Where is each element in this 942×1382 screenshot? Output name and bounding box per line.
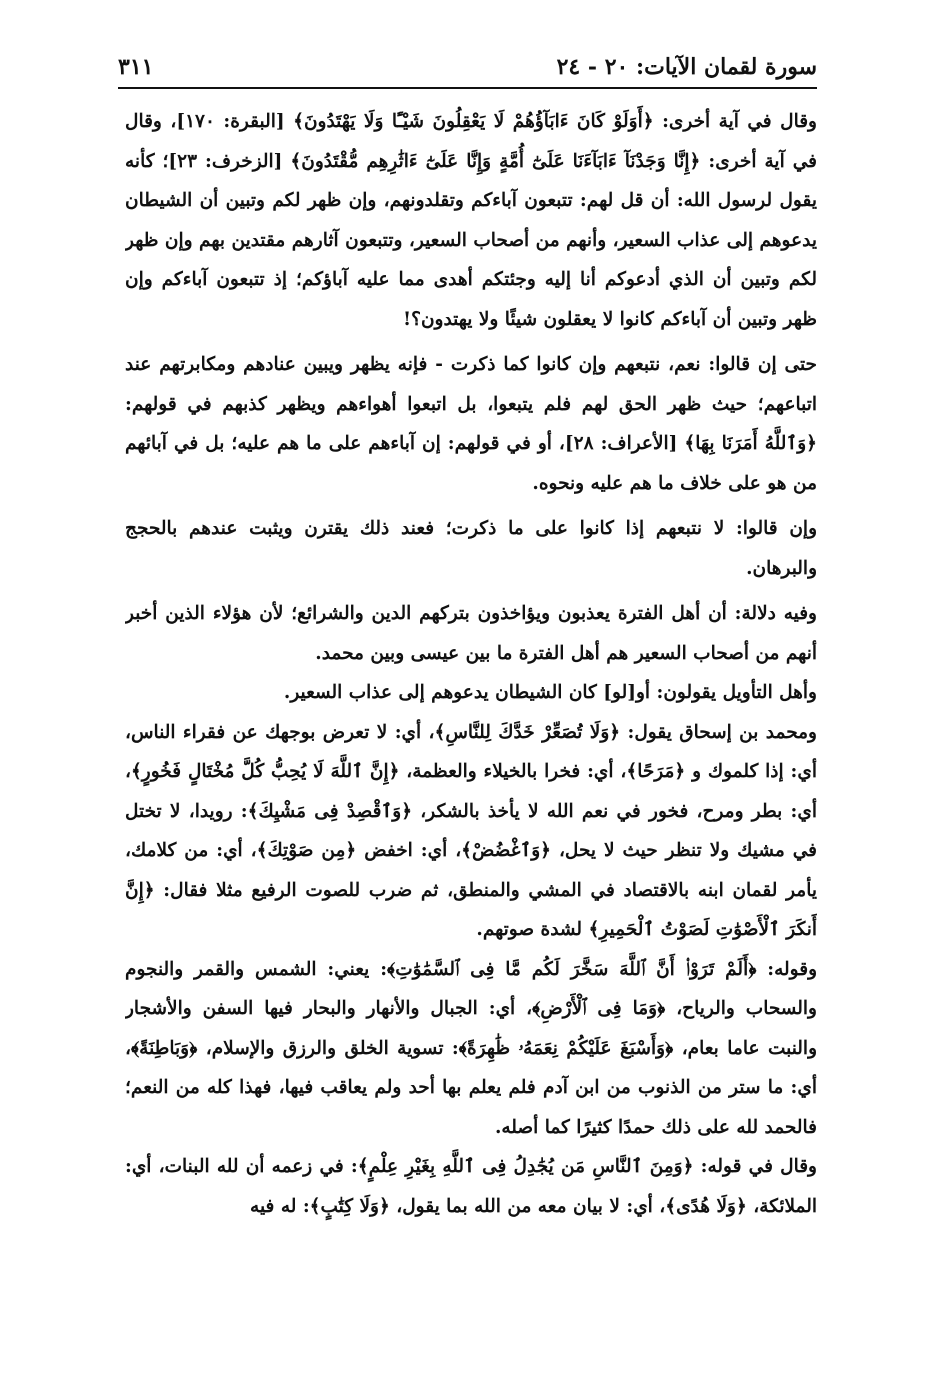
- page-number: ٣١١: [118, 54, 154, 80]
- paragraph: وقال في قوله: ﴿وَمِنَ ٱلنَّاسِ مَن يُجَٰدِلُ فِى ٱللَّهِ بِغَيْرِ عِلْمٍ﴾: في زعمه أن لله البنات، أي: الملائكة، ﴿وَلَا هُدًى﴾، أي: لا بيان معه من الله بما يقول، ﴿وَلَا كِتَٰبٍ﴾: له فيه: [125, 1156, 817, 1217]
- paragraph: وأهل التأويل يقولون: أو[لو] كان الشيطان يدعوهم إلى عذاب السعير.: [283, 682, 817, 703]
- paragraph: حتى إن قالوا: نعم، نتبعهم وإن كانوا كما ذكرت - فإنه يظهر ويبين عنادهم ومكابرتهم عند اتباعهم؛ حيث ظهر الحق لهم فلم يتبعوا، بل اتبعوا أهواءهم ويظهر كذبهم في قولهم: ﴿وَٱللَّهُ أَمَرَنَا بِهَا﴾ [الأعراف: ٢٨]، أو في قولهم: إن آباءهم على ما هم عليه؛ بل في آبائهم من هو على خلاف ما هم عليه ونحوه.: [125, 354, 817, 494]
- surah-title: سورة لقمان الآيات: ٢٠ - ٢٤: [556, 54, 817, 80]
- page-header: [118, 46, 817, 80]
- page-body: [125, 102, 817, 1312]
- paragraph: ومحمد بن إسحاق يقول: ﴿وَلَا تُصَعِّرْ خَدَّكَ لِلنَّاسِ﴾، أي: لا تعرض بوجهك عن فقراء الناس، أي: إذا كلموك و ﴿مَرَحًا﴾، أي: فخرا بالخيلاء والعظمة، ﴿إِنَّ ٱللَّهَ لَا يُحِبُّ كُلَّ مُخْتَالٍ فَخُورٍ﴾، أي: بطر ومرح، فخور في نعم الله لا يأخذ بالشكر، ﴿وَٱقْصِدْ فِى مَشْيِكَ﴾: رويدا، لا تختل في مشيك ولا تنظر حيث لا يحل، ﴿وَٱغْضُضْ﴾، أي: اخفض ﴿مِن صَوْتِكَ﴾، أي: من كلامك، يأمر لقمان ابنه بالاقتصاد في المشي والمنطق، ثم ضرب للصوت الرفيع مثلا فقال: ﴿إِنَّ أَنكَرَ ٱلْأَصْوَٰتِ لَصَوْتُ ٱلْحَمِيرِ﴾ لشدة صوتهم.: [125, 721, 817, 940]
- paragraph: وفيه دلالة: أن أهل الفترة يعذبون ويؤاخذون بتركهم الدين والشرائع؛ لأن هؤلاء الذين أخبر أنهم من أصحاب السعير هم أهل الفترة ما بين عيسى وبين محمد.: [125, 603, 817, 664]
- paragraph: وقال في آية أخرى: ﴿أَوَلَوْ كَانَ ءَابَآؤُهُمْ لَا يَعْقِلُونَ شَيْـًٔا وَلَا يَهْتَدُونَ﴾ [البقرة: ١٧٠]، وقال في آية أخرى: ﴿إِنَّا وَجَدْنَآ ءَابَآءَنَا عَلَىٰٓ أُمَّةٍ وَإِنَّا عَلَىٰٓ ءَاثَٰرِهِم مُّقْتَدُونَ﴾ [الزخرف: ٢٣]؛ كأنه يقول لرسول الله: أن قل لهم: تتبعون آباءكم وتقلدونهم، وإن ظهر لكم وتبين أن الشيطان يدعوهم إلى عذاب السعير، وأنهم من أصحاب السعير، وتتبعون آثارهم مقتدين بهم وإن ظهر لكم وتبين أن الذي أدعوكم أنا إليه وجئتكم أهدى مما عليه آباؤكم؛ إذ تتبعون آباءكم وإن ظهر وتبين أن آباءكم كانوا لا يعقلون شيئًا ولا يهتدون؟!: [125, 111, 817, 330]
- header-divider: [118, 87, 817, 89]
- paragraph: وقوله: ﴿أَلَمْ تَرَوْا۟ أَنَّ ٱللَّهَ سَخَّرَ لَكُم مَّا فِى ٱلسَّمَٰوَٰتِ﴾: يعني: الشمس والقمر والنجوم والسحاب والرياح، ﴿وَمَا فِى ٱلْأَرْضِ﴾، أي: الجبال والأنهار والبحار فيها السفن والأشجار والنبت عاما بعام، ﴿وَأَسْبَغَ عَلَيْكُمْ نِعَمَهُۥ ظَٰهِرَةً﴾: تسوية الخلق والرزق والإسلام، ﴿وَبَاطِنَةً﴾، أي: ما ستر من الذنوب من ابن آدم فلم يعلم بها أحد ولم يعاقب فيها، فهذا كله من النعم؛ فالحمد لله على ذلك حمدًا كثيرًا كما أصله.: [125, 958, 817, 1138]
- paragraph: وإن قالوا: لا نتبعهم إذا كانوا على ما ذكرت؛ فعند ذلك يقترن ويثبت عندهم بالحجج والبرهان.: [125, 518, 817, 579]
